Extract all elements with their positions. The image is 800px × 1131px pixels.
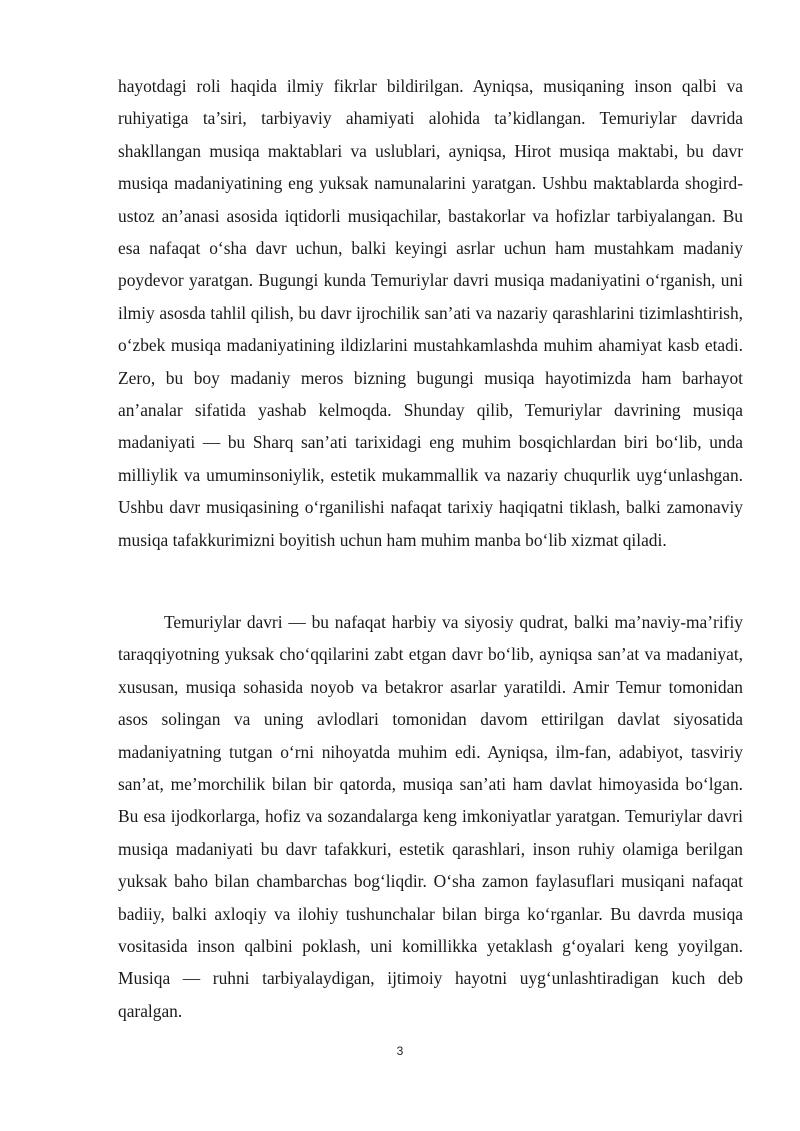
body-paragraph-2: Temuriylar davri — bu nafaqat harbiy va siyosiy qudrat, balki ma’naviy-ma’rifiy taraqqiyotning yuksak cho‘qqilarini zabt etgan davr bo‘lib, ayniqsa san’at va madaniyat, xususan, musiqa sohasida noyob va betakror asarlar yaratildi. Amir Temur tomonidan asos solingan va uning avlodlari tomonidan davom ettirilgan davlat siyosatida madaniyatning tutgan o‘rni nihoyatda muhim edi. Ayniqsa, ilm-fan, adabiyot, tasviriy san’at, me’morchilik bilan bir qatorda, musiqa san’ati ham davlat himoyasida bo‘lgan. Bu esa ijodkorlarga, hofiz va sozandalarga keng imkoniyatlar yaratgan. Temuriylar davri musiqa madaniyati bu davr tafakkuri, estetik qarashlari, inson ruhiy olamiga berilgan yuksak baho bilan chambarchas bog‘liqdir. O‘sha zamon faylasuflari musiqani nafaqat badiiy, balki axloqiy va ilohiy tushunchalar bilan birga ko‘rganlar. Bu davrda musiqa vositasida inson qalbini poklash, uni komillikka yetaklash g‘oyalari keng yoyilgan. Musiqa — ruhni tarbiyalaydigan, ijtimoiy hayotni uyg‘unlashtiradigan kuch deb qaralgan. bbox=[118, 612, 743, 1021]
page-number: 3 bbox=[396, 1044, 404, 1058]
body-paragraph-1: hayotdagi roli haqida ilmiy fikrlar bildirilgan. Ayniqsa, musiqaning inson qalbi va ruhiyatiga ta’siri, tarbiyaviy ahamiyati alohida ta’kidlangan. Temuriylar davrida shakllangan musiqa maktablari va uslublari, ayniqsa, Hirot musiqa maktabi, bu davr musiqa madaniyatining eng yuksak namunalarini yaratgan. Ushbu maktablarda shogird-ustoz an’anasi asosida iqtidorli musiqachilar, bastakorlar va hofizlar tarbiyalangan. Bu esa nafaqat o‘sha davr uchun, balki keyingi asrlar uchun ham mustahkam madaniy poydevor yaratgan. Bugungi kunda Temuriylar davri musiqa madaniyatini o‘rganish, uni ilmiy asosda tahlil qilish, bu davr ijrochilik san’ati va nazariy qarashlarini tizimlashtirish, o‘zbek musiqa madaniyatining ildizlarini mustahkamlashda muhim ahamiyat kasb etadi. Zero, bu boy madaniy meros bizning bugungi musiqa hayotimizda ham barhayot an’analar sifatida yashab kelmoqda. Shunday qilib, Temuriylar davrining musiqa madaniyati — bu Sharq san’ati tarixidagi eng muhim bosqichlardan biri bo‘lib, unda milliylik va umuminsoniylik, estetik mukammallik va nazariy chuqurlik uyg‘unlashgan. Ushbu davr musiqasining o‘rganilishi nafaqat tarixiy haqiqatni tiklash, balki zamonaviy musiqa tafakkurimizni boyitish uchun ham muhim manba bo‘lib xizmat qiladi. bbox=[118, 76, 743, 550]
